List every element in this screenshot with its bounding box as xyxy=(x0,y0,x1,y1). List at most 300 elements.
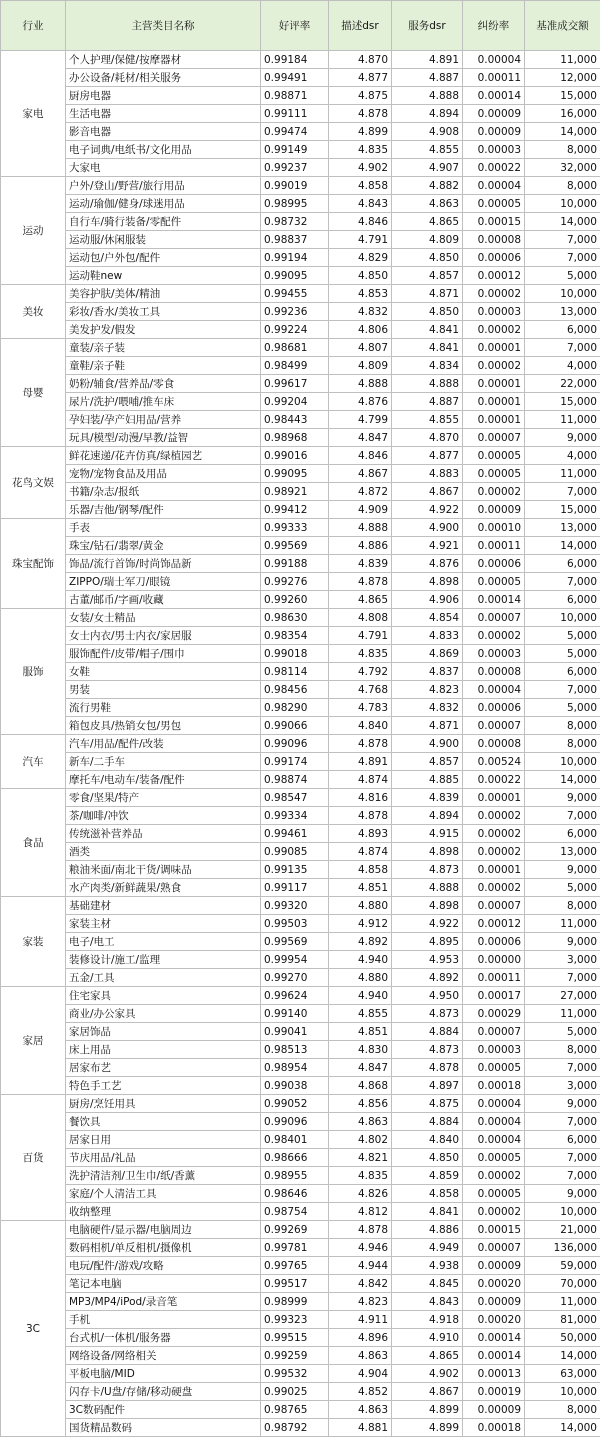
benchmark-volume-cell: 9,000 xyxy=(525,933,600,951)
table-row xyxy=(1,825,600,843)
table-row xyxy=(1,393,600,411)
positive-rate-cell: 0.99016 xyxy=(261,447,329,465)
dispute-rate-cell: 0.00002 xyxy=(463,807,525,825)
benchmark-volume-cell: 11,000 xyxy=(525,51,600,69)
table-row xyxy=(1,663,600,681)
benchmark-volume-cell: 8,000 xyxy=(525,897,600,915)
table-row xyxy=(1,357,600,375)
dispute-rate-cell: 0.00008 xyxy=(463,735,525,753)
benchmark-volume-cell: 32,000 xyxy=(525,159,600,177)
category-name-cell: 饰品/流行首饰/时尚饰品新 xyxy=(66,555,261,573)
service-dsr-cell: 4.950 xyxy=(392,987,463,1005)
positive-rate-cell: 0.98732 xyxy=(261,213,329,231)
dispute-rate-cell: 0.00003 xyxy=(463,303,525,321)
dispute-rate-cell: 0.00001 xyxy=(463,339,525,357)
benchmark-volume-cell: 10,000 xyxy=(525,753,600,771)
benchmark-volume-cell: 8,000 xyxy=(525,1401,600,1419)
dispute-rate-cell: 0.00009 xyxy=(463,105,525,123)
service-dsr-cell: 4.949 xyxy=(392,1239,463,1257)
category-name-cell: 电子词典/电纸书/文化用品 xyxy=(66,141,261,159)
category-name-cell: 厨房/烹饪用具 xyxy=(66,1095,261,1113)
positive-rate-cell: 0.99236 xyxy=(261,303,329,321)
category-name-cell: 网络设备/网络相关 xyxy=(66,1347,261,1365)
table-row xyxy=(1,159,600,177)
service-dsr-cell: 4.886 xyxy=(392,1221,463,1239)
benchmark-volume-cell: 11,000 xyxy=(525,1005,600,1023)
table-row xyxy=(1,897,600,915)
benchmark-volume-cell: 5,000 xyxy=(525,699,600,717)
dispute-rate-cell: 0.00001 xyxy=(463,789,525,807)
table-row xyxy=(1,321,600,339)
benchmark-volume-cell: 13,000 xyxy=(525,303,600,321)
benchmark-volume-cell: 7,000 xyxy=(525,231,600,249)
dispute-rate-cell: 0.00001 xyxy=(463,861,525,879)
dispute-rate-cell: 0.00001 xyxy=(463,411,525,429)
positive-rate-cell: 0.99052 xyxy=(261,1095,329,1113)
category-name-cell: 女士内衣/男士内衣/家居服 xyxy=(66,627,261,645)
description-dsr-cell: 4.944 xyxy=(329,1257,392,1275)
table-row xyxy=(1,267,600,285)
dispute-rate-cell: 0.00015 xyxy=(463,1221,525,1239)
dispute-rate-cell: 0.00012 xyxy=(463,267,525,285)
description-dsr-cell: 4.823 xyxy=(329,1293,392,1311)
category-name-cell: 餐饮具 xyxy=(66,1113,261,1131)
industry-cell: 3C xyxy=(1,1221,66,1437)
category-name-cell: 装修设计/施工/监理 xyxy=(66,951,261,969)
table-row xyxy=(1,771,600,789)
benchmark-volume-cell: 6,000 xyxy=(525,825,600,843)
dispute-rate-cell: 0.00005 xyxy=(463,1185,525,1203)
dispute-rate-cell: 0.00018 xyxy=(463,1419,525,1437)
positive-rate-cell: 0.98792 xyxy=(261,1419,329,1437)
description-dsr-cell: 4.888 xyxy=(329,375,392,393)
positive-rate-cell: 0.99259 xyxy=(261,1347,329,1365)
table-row xyxy=(1,465,600,483)
table-row xyxy=(1,555,600,573)
category-name-cell: 传统滋补营养品 xyxy=(66,825,261,843)
table-row xyxy=(1,735,600,753)
table-row xyxy=(1,627,600,645)
table-row xyxy=(1,1257,600,1275)
industry-cell: 家装 xyxy=(1,897,66,987)
benchmark-volume-cell: 5,000 xyxy=(525,879,600,897)
category-name-cell: 宠物/宠物食品及用品 xyxy=(66,465,261,483)
benchmark-volume-cell: 4,000 xyxy=(525,357,600,375)
benchmark-volume-cell: 13,000 xyxy=(525,843,600,861)
dispute-rate-cell: 0.00009 xyxy=(463,1293,525,1311)
service-dsr-cell: 4.875 xyxy=(392,1095,463,1113)
industry-cell: 花鸟文娱 xyxy=(1,447,66,519)
benchmark-volume-cell: 14,000 xyxy=(525,1347,600,1365)
service-dsr-cell: 4.873 xyxy=(392,861,463,879)
dispute-rate-cell: 0.00004 xyxy=(463,1131,525,1149)
dispute-rate-cell: 0.00010 xyxy=(463,519,525,537)
description-dsr-cell: 4.839 xyxy=(329,555,392,573)
category-name-cell: 厨房电器 xyxy=(66,87,261,105)
benchmark-volume-cell: 5,000 xyxy=(525,645,600,663)
category-name-cell: 童鞋/亲子鞋 xyxy=(66,357,261,375)
benchmark-volume-cell: 10,000 xyxy=(525,285,600,303)
dispute-rate-cell: 0.00012 xyxy=(463,915,525,933)
benchmark-volume-cell: 6,000 xyxy=(525,591,600,609)
table-row xyxy=(1,195,600,213)
table-row xyxy=(1,969,600,987)
service-dsr-cell: 4.841 xyxy=(392,321,463,339)
dispute-rate-cell: 0.00007 xyxy=(463,1023,525,1041)
dispute-rate-cell: 0.00005 xyxy=(463,573,525,591)
category-name-cell: 书籍/杂志/报纸 xyxy=(66,483,261,501)
service-dsr-cell: 4.921 xyxy=(392,537,463,555)
dispute-rate-cell: 0.00009 xyxy=(463,501,525,519)
service-dsr-cell: 4.894 xyxy=(392,807,463,825)
description-dsr-cell: 4.877 xyxy=(329,69,392,87)
category-name-cell: 居家日用 xyxy=(66,1131,261,1149)
table-row xyxy=(1,69,600,87)
positive-rate-cell: 0.98921 xyxy=(261,483,329,501)
benchmark-volume-cell: 8,000 xyxy=(525,141,600,159)
positive-rate-cell: 0.99066 xyxy=(261,717,329,735)
header-benchmark-volume: 基准成交额 xyxy=(525,1,600,51)
dispute-rate-cell: 0.00007 xyxy=(463,897,525,915)
category-name-cell: 收纳整理 xyxy=(66,1203,261,1221)
description-dsr-cell: 4.821 xyxy=(329,1149,392,1167)
dispute-rate-cell: 0.00007 xyxy=(463,609,525,627)
positive-rate-cell: 0.99135 xyxy=(261,861,329,879)
table-row xyxy=(1,177,600,195)
dispute-rate-cell: 0.00002 xyxy=(463,627,525,645)
service-dsr-cell: 4.863 xyxy=(392,195,463,213)
table-row xyxy=(1,699,600,717)
positive-rate-cell: 0.98954 xyxy=(261,1059,329,1077)
category-name-cell: 乐器/吉他/钢琴/配件 xyxy=(66,501,261,519)
service-dsr-cell: 4.857 xyxy=(392,753,463,771)
industry-cell: 食品 xyxy=(1,789,66,897)
category-name-cell: 家装主材 xyxy=(66,915,261,933)
industry-cell: 美妆 xyxy=(1,285,66,339)
table-row xyxy=(1,249,600,267)
table-row xyxy=(1,1239,600,1257)
benchmark-volume-cell: 5,000 xyxy=(525,627,600,645)
dispute-rate-cell: 0.00000 xyxy=(463,951,525,969)
service-dsr-cell: 4.867 xyxy=(392,1383,463,1401)
category-name-cell: 零食/坚果/特产 xyxy=(66,789,261,807)
benchmark-volume-cell: 8,000 xyxy=(525,177,600,195)
dispute-rate-cell: 0.00003 xyxy=(463,645,525,663)
service-dsr-cell: 4.883 xyxy=(392,465,463,483)
description-dsr-cell: 4.912 xyxy=(329,915,392,933)
description-dsr-cell: 4.816 xyxy=(329,789,392,807)
dispute-rate-cell: 0.00017 xyxy=(463,987,525,1005)
service-dsr-cell: 4.922 xyxy=(392,915,463,933)
positive-rate-cell: 0.98995 xyxy=(261,195,329,213)
service-dsr-cell: 4.906 xyxy=(392,591,463,609)
description-dsr-cell: 4.878 xyxy=(329,807,392,825)
benchmark-volume-cell: 7,000 xyxy=(525,483,600,501)
category-name-cell: 生活电器 xyxy=(66,105,261,123)
industry-cell: 服饰 xyxy=(1,609,66,735)
description-dsr-cell: 4.812 xyxy=(329,1203,392,1221)
service-dsr-cell: 4.873 xyxy=(392,1005,463,1023)
service-dsr-cell: 4.899 xyxy=(392,1419,463,1437)
service-dsr-cell: 4.910 xyxy=(392,1329,463,1347)
positive-rate-cell: 0.99237 xyxy=(261,159,329,177)
dispute-rate-cell: 0.00006 xyxy=(463,933,525,951)
category-name-cell: 家居饰品 xyxy=(66,1023,261,1041)
dispute-rate-cell: 0.00006 xyxy=(463,249,525,267)
dispute-rate-cell: 0.00004 xyxy=(463,1113,525,1131)
dispute-rate-cell: 0.00008 xyxy=(463,231,525,249)
description-dsr-cell: 4.832 xyxy=(329,303,392,321)
service-dsr-cell: 4.898 xyxy=(392,573,463,591)
service-dsr-cell: 4.867 xyxy=(392,483,463,501)
header-industry: 行业 xyxy=(1,1,66,51)
dispute-rate-cell: 0.00002 xyxy=(463,843,525,861)
table-row xyxy=(1,1131,600,1149)
benchmark-volume-cell: 7,000 xyxy=(525,807,600,825)
positive-rate-cell: 0.99269 xyxy=(261,1221,329,1239)
positive-rate-cell: 0.98443 xyxy=(261,411,329,429)
dispute-rate-cell: 0.00004 xyxy=(463,1095,525,1113)
positive-rate-cell: 0.99569 xyxy=(261,537,329,555)
category-name-cell: 洗护清洁剂/卫生巾/纸/香薰 xyxy=(66,1167,261,1185)
benchmark-volume-cell: 27,000 xyxy=(525,987,600,1005)
table-row xyxy=(1,213,600,231)
benchmark-volume-cell: 10,000 xyxy=(525,1383,600,1401)
description-dsr-cell: 4.855 xyxy=(329,1005,392,1023)
service-dsr-cell: 4.850 xyxy=(392,249,463,267)
positive-rate-cell: 0.99117 xyxy=(261,879,329,897)
positive-rate-cell: 0.99474 xyxy=(261,123,329,141)
industry-cell: 汽车 xyxy=(1,735,66,789)
positive-rate-cell: 0.99617 xyxy=(261,375,329,393)
dispute-rate-cell: 0.00005 xyxy=(463,465,525,483)
description-dsr-cell: 4.878 xyxy=(329,735,392,753)
category-name-cell: 电脑硬件/显示器/电脑周边 xyxy=(66,1221,261,1239)
category-name-cell: 台式机/一体机/服务器 xyxy=(66,1329,261,1347)
benchmark-volume-cell: 14,000 xyxy=(525,123,600,141)
service-dsr-cell: 4.953 xyxy=(392,951,463,969)
dispute-rate-cell: 0.00007 xyxy=(463,429,525,447)
description-dsr-cell: 4.809 xyxy=(329,357,392,375)
positive-rate-cell: 0.99184 xyxy=(261,51,329,69)
table-row xyxy=(1,717,600,735)
category-name-cell: 美容护肤/美体/精油 xyxy=(66,285,261,303)
description-dsr-cell: 4.858 xyxy=(329,861,392,879)
service-dsr-cell: 4.892 xyxy=(392,969,463,987)
service-dsr-cell: 4.857 xyxy=(392,267,463,285)
service-dsr-cell: 4.859 xyxy=(392,1167,463,1185)
table-row xyxy=(1,1365,600,1383)
benchmark-volume-cell: 81,000 xyxy=(525,1311,600,1329)
table-row xyxy=(1,951,600,969)
positive-rate-cell: 0.99018 xyxy=(261,645,329,663)
dispute-rate-cell: 0.00019 xyxy=(463,1383,525,1401)
table-row xyxy=(1,231,600,249)
benchmark-volume-cell: 8,000 xyxy=(525,1041,600,1059)
benchmark-volume-cell: 6,000 xyxy=(525,663,600,681)
service-dsr-cell: 4.897 xyxy=(392,1077,463,1095)
category-name-cell: 玩具/模型/动漫/早教/益智 xyxy=(66,429,261,447)
table-row xyxy=(1,483,600,501)
benchmark-volume-cell: 70,000 xyxy=(525,1275,600,1293)
description-dsr-cell: 4.880 xyxy=(329,969,392,987)
description-dsr-cell: 4.799 xyxy=(329,411,392,429)
description-dsr-cell: 4.863 xyxy=(329,1401,392,1419)
description-dsr-cell: 4.808 xyxy=(329,609,392,627)
benchmark-volume-cell: 10,000 xyxy=(525,195,600,213)
positive-rate-cell: 0.99455 xyxy=(261,285,329,303)
description-dsr-cell: 4.940 xyxy=(329,987,392,1005)
positive-rate-cell: 0.98666 xyxy=(261,1149,329,1167)
service-dsr-cell: 4.882 xyxy=(392,177,463,195)
positive-rate-cell: 0.99320 xyxy=(261,897,329,915)
description-dsr-cell: 4.840 xyxy=(329,717,392,735)
positive-rate-cell: 0.99323 xyxy=(261,1311,329,1329)
category-name-cell: 手机 xyxy=(66,1311,261,1329)
category-name-cell: 闪存卡/U盘/存储/移动硬盘 xyxy=(66,1383,261,1401)
table-row xyxy=(1,1275,600,1293)
category-name-cell: 箱包皮具/热销女包/男包 xyxy=(66,717,261,735)
description-dsr-cell: 4.829 xyxy=(329,249,392,267)
table-row xyxy=(1,501,600,519)
service-dsr-cell: 4.877 xyxy=(392,447,463,465)
service-dsr-cell: 4.850 xyxy=(392,303,463,321)
benchmark-volume-cell: 15,000 xyxy=(525,393,600,411)
table-row xyxy=(1,1167,600,1185)
header-positive-rate: 好评率 xyxy=(261,1,329,51)
positive-rate-cell: 0.98765 xyxy=(261,1401,329,1419)
dispute-rate-cell: 0.00011 xyxy=(463,537,525,555)
table-row xyxy=(1,609,600,627)
service-dsr-cell: 4.876 xyxy=(392,555,463,573)
category-name-cell: 奶粉/辅食/营养品/零食 xyxy=(66,375,261,393)
positive-rate-cell: 0.99025 xyxy=(261,1383,329,1401)
description-dsr-cell: 4.893 xyxy=(329,825,392,843)
positive-rate-cell: 0.99095 xyxy=(261,465,329,483)
positive-rate-cell: 0.98630 xyxy=(261,609,329,627)
table-row xyxy=(1,1203,600,1221)
category-name-cell: 流行男鞋 xyxy=(66,699,261,717)
dispute-rate-cell: 0.00018 xyxy=(463,1077,525,1095)
category-name-cell: 家庭/个人清洁工具 xyxy=(66,1185,261,1203)
description-dsr-cell: 4.874 xyxy=(329,771,392,789)
description-dsr-cell: 4.830 xyxy=(329,1041,392,1059)
category-name-cell: 摩托车/电动车/装备/配件 xyxy=(66,771,261,789)
category-name-cell: 美发护发/假发 xyxy=(66,321,261,339)
dispute-rate-cell: 0.00014 xyxy=(463,591,525,609)
category-name-cell: 彩妆/香水/美妆工具 xyxy=(66,303,261,321)
category-name-cell: 珠宝/钻石/翡翠/黄金 xyxy=(66,537,261,555)
description-dsr-cell: 4.878 xyxy=(329,1221,392,1239)
service-dsr-cell: 4.938 xyxy=(392,1257,463,1275)
benchmark-volume-cell: 7,000 xyxy=(525,1059,600,1077)
dispute-rate-cell: 0.00006 xyxy=(463,699,525,717)
table-row xyxy=(1,1329,600,1347)
service-dsr-cell: 4.869 xyxy=(392,645,463,663)
table-row xyxy=(1,1059,600,1077)
category-name-cell: 笔记本电脑 xyxy=(66,1275,261,1293)
benchmark-volume-cell: 7,000 xyxy=(525,573,600,591)
category-name-cell: 女装/女士精品 xyxy=(66,609,261,627)
description-dsr-cell: 4.806 xyxy=(329,321,392,339)
dispute-rate-cell: 0.00015 xyxy=(463,213,525,231)
description-dsr-cell: 4.874 xyxy=(329,843,392,861)
description-dsr-cell: 4.891 xyxy=(329,753,392,771)
table-row xyxy=(1,429,600,447)
benchmark-volume-cell: 12,000 xyxy=(525,69,600,87)
description-dsr-cell: 4.791 xyxy=(329,627,392,645)
service-dsr-cell: 4.878 xyxy=(392,1059,463,1077)
description-dsr-cell: 4.863 xyxy=(329,1347,392,1365)
service-dsr-cell: 4.871 xyxy=(392,285,463,303)
description-dsr-cell: 4.851 xyxy=(329,1023,392,1041)
table-row xyxy=(1,1023,600,1041)
category-name-cell: 童装/亲子装 xyxy=(66,339,261,357)
description-dsr-cell: 4.847 xyxy=(329,1059,392,1077)
description-dsr-cell: 4.940 xyxy=(329,951,392,969)
description-dsr-cell: 4.768 xyxy=(329,681,392,699)
benchmark-volume-cell: 7,000 xyxy=(525,339,600,357)
description-dsr-cell: 4.791 xyxy=(329,231,392,249)
table-row xyxy=(1,51,600,69)
table-row xyxy=(1,1419,600,1437)
service-dsr-cell: 4.907 xyxy=(392,159,463,177)
positive-rate-cell: 0.99781 xyxy=(261,1239,329,1257)
header-row xyxy=(1,1,600,51)
description-dsr-cell: 4.892 xyxy=(329,933,392,951)
category-name-cell: 个人护理/保健/按摩器材 xyxy=(66,51,261,69)
description-dsr-cell: 4.792 xyxy=(329,663,392,681)
service-dsr-cell: 4.888 xyxy=(392,87,463,105)
positive-rate-cell: 0.98681 xyxy=(261,339,329,357)
description-dsr-cell: 4.865 xyxy=(329,591,392,609)
table-row xyxy=(1,141,600,159)
service-dsr-cell: 4.832 xyxy=(392,699,463,717)
category-name-cell: 新车/二手车 xyxy=(66,753,261,771)
dispute-rate-cell: 0.00014 xyxy=(463,1329,525,1347)
positive-rate-cell: 0.99765 xyxy=(261,1257,329,1275)
benchmark-volume-cell: 3,000 xyxy=(525,1077,600,1095)
category-name-cell: 孕妇装/孕产妇用品/营养 xyxy=(66,411,261,429)
positive-rate-cell: 0.98547 xyxy=(261,789,329,807)
table-row xyxy=(1,303,600,321)
category-name-cell: 办公设备/耗材/相关服务 xyxy=(66,69,261,87)
positive-rate-cell: 0.98513 xyxy=(261,1041,329,1059)
benchmark-volume-cell: 15,000 xyxy=(525,501,600,519)
category-name-cell: 女鞋 xyxy=(66,663,261,681)
table-row xyxy=(1,861,600,879)
table-row xyxy=(1,1149,600,1167)
description-dsr-cell: 4.835 xyxy=(329,1167,392,1185)
dispute-rate-cell: 0.00005 xyxy=(463,447,525,465)
service-dsr-cell: 4.837 xyxy=(392,663,463,681)
table-row xyxy=(1,1185,600,1203)
category-name-cell: 运动鞋new xyxy=(66,267,261,285)
service-dsr-cell: 4.855 xyxy=(392,141,463,159)
service-dsr-cell: 4.900 xyxy=(392,735,463,753)
table-row xyxy=(1,1077,600,1095)
service-dsr-cell: 4.809 xyxy=(392,231,463,249)
category-name-cell: 自行车/骑行装备/零配件 xyxy=(66,213,261,231)
service-dsr-cell: 4.839 xyxy=(392,789,463,807)
service-dsr-cell: 4.915 xyxy=(392,825,463,843)
service-dsr-cell: 4.855 xyxy=(392,411,463,429)
table-row xyxy=(1,681,600,699)
benchmark-volume-cell: 4,000 xyxy=(525,447,600,465)
table-row xyxy=(1,1005,600,1023)
benchmark-volume-cell: 7,000 xyxy=(525,249,600,267)
positive-rate-cell: 0.99334 xyxy=(261,807,329,825)
